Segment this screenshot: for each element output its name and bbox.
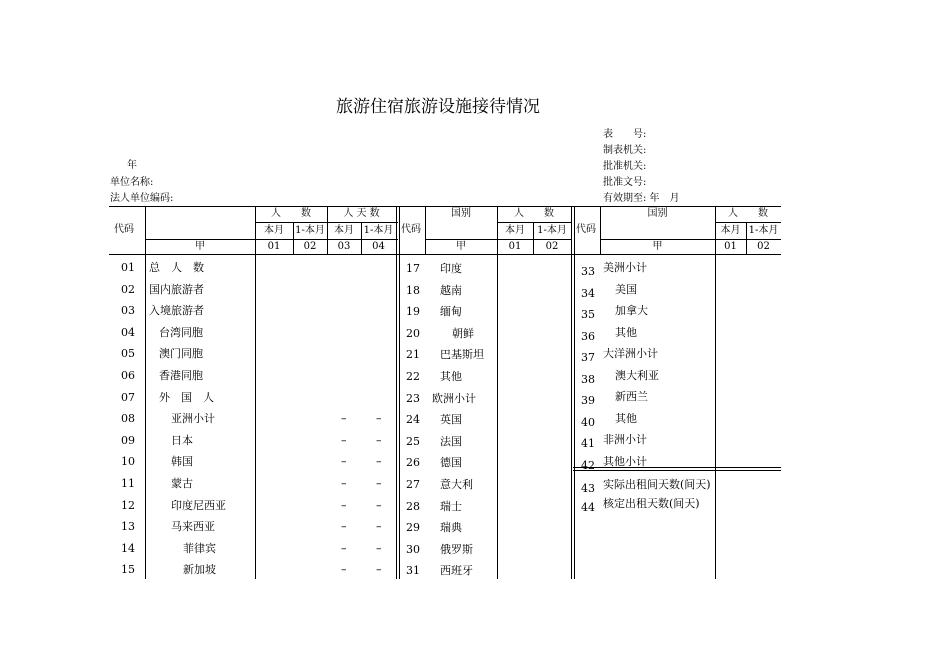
header-ytd-4: 1-本月: [748, 225, 779, 236]
row-label: 香港同胞: [159, 369, 203, 382]
dash-mark: –: [376, 520, 382, 534]
unit-name-label: 单位名称:: [110, 177, 154, 188]
row-label: 其他小计: [603, 455, 647, 468]
row-label: 日本: [171, 433, 193, 447]
row-code: 34: [581, 287, 595, 300]
row-code: 11: [121, 477, 135, 490]
row-label: 德国: [440, 456, 462, 470]
row-label: 实际出租间天数(间天): [603, 478, 711, 491]
row-code: 38: [581, 373, 595, 386]
dash-mark: –: [341, 477, 347, 490]
row-code: 25: [406, 434, 420, 448]
header-jia-2: 甲: [456, 241, 466, 252]
header-col02-1: 02: [303, 241, 317, 252]
row-code: 02: [121, 282, 135, 296]
row-label: 新西兰: [615, 390, 648, 403]
header-code-2: 代码: [401, 224, 421, 235]
row-code: 12: [121, 498, 135, 512]
header-people-3: 人 数: [728, 208, 768, 219]
row-label: 非洲小计: [603, 433, 647, 446]
row-code: 10: [121, 455, 135, 469]
dash-mark: –: [376, 498, 382, 512]
row-code: 29: [406, 521, 420, 535]
dash-mark: –: [376, 455, 382, 469]
row-code: 08: [121, 412, 135, 426]
row-label: 印度: [440, 262, 462, 275]
row-label: 亚洲小计: [171, 412, 215, 426]
dash-mark: –: [341, 563, 347, 577]
dash-mark: –: [376, 433, 382, 447]
row-label: 美洲小计: [603, 261, 647, 274]
row-code: 24: [406, 413, 420, 427]
row-code: 26: [406, 456, 420, 470]
row-code: 13: [121, 520, 135, 534]
row-label: 加拿大: [615, 304, 648, 317]
row-label: 瑞士: [440, 499, 462, 513]
row-label: 蒙古: [171, 477, 193, 490]
row-code: 41: [581, 437, 595, 450]
header-code-1: 代码: [114, 224, 134, 235]
row-code: 21: [406, 348, 420, 362]
row-code: 36: [581, 330, 595, 343]
header-this-month-4: 本月: [720, 225, 741, 236]
row-code: 01: [121, 261, 135, 274]
year-label: 年: [127, 160, 137, 171]
row-label: 俄罗斯: [440, 542, 473, 556]
row-code: 20: [406, 326, 420, 340]
row-label: 越南: [440, 283, 462, 297]
row-code: 28: [406, 499, 420, 513]
row-code: 35: [581, 308, 595, 321]
header-ytd-1: 1-本月: [295, 225, 325, 236]
row-code: 05: [121, 347, 135, 361]
row-code: 17: [406, 262, 420, 275]
valid-until-label: 有效期至: 年 月: [603, 193, 680, 204]
row-label: 美国: [615, 283, 637, 296]
dash-mark: –: [376, 563, 382, 577]
row-label: 法国: [440, 434, 462, 448]
row-label: 英国: [440, 413, 462, 427]
header-col02-2: 02: [545, 241, 559, 252]
row-label: 印度尼西亚: [171, 498, 226, 512]
row-label: 意大利: [440, 478, 473, 491]
header-ytd-2: 1-本月: [363, 225, 394, 236]
header-person-days: 人 天 数: [343, 208, 380, 219]
row-label: 其他: [615, 412, 637, 425]
dash-mark: –: [341, 433, 347, 447]
header-country-2: 国别: [451, 208, 471, 219]
row-label: 总 人 数: [149, 261, 204, 274]
row-label: 澳大利亚: [615, 369, 659, 382]
row-label: 入境旅游者: [149, 304, 204, 318]
approver-label: 批准机关:: [603, 161, 647, 172]
header-people-1: 人 数: [271, 208, 311, 219]
approval-no-label: 批准文号:: [603, 177, 647, 188]
row-label: 其他: [615, 326, 637, 339]
header-col01-3: 01: [724, 241, 737, 252]
form-no-label: 表 号:: [603, 129, 647, 140]
row-label: 国内旅游者: [149, 282, 204, 296]
row-code: 09: [121, 433, 135, 447]
row-label: 瑞典: [440, 521, 462, 535]
row-label: 其他: [440, 370, 462, 383]
row-label: 朝鲜: [452, 326, 474, 340]
legal-code-label: 法人单位编码:: [110, 193, 174, 204]
page-title: 旅游住宿旅游设施接待情况: [336, 97, 540, 117]
row-code: 18: [406, 283, 420, 297]
header-people-2: 人 数: [514, 208, 554, 219]
dash-mark: –: [376, 541, 382, 555]
maker-label: 制表机关:: [603, 145, 647, 156]
row-label: 缅甸: [440, 305, 462, 319]
header-col02-3: 02: [757, 241, 770, 252]
row-code: 03: [121, 304, 135, 318]
row-label: 韩国: [171, 455, 193, 469]
row-code: 15: [121, 563, 135, 577]
row-code: 39: [581, 394, 595, 407]
row-label: 核定出租天数(间天): [603, 497, 700, 510]
row-code: 44: [581, 501, 595, 514]
row-label: 马来西亚: [171, 520, 215, 534]
row-code: 40: [581, 416, 595, 429]
row-code: 19: [406, 305, 420, 319]
header-country-3: 国别: [647, 208, 668, 219]
header-col01-1: 01: [267, 241, 281, 252]
row-code: 27: [406, 478, 420, 491]
row-label: 新加坡: [183, 563, 216, 577]
row-code: 43: [581, 482, 595, 495]
row-code: 22: [406, 370, 420, 383]
row-code: 07: [121, 390, 135, 404]
row-code: 06: [121, 369, 135, 382]
row-label: 欧洲小计: [432, 391, 476, 405]
dash-mark: –: [376, 477, 382, 490]
row-label: 大洋洲小计: [603, 347, 658, 360]
row-label: 外 国 人: [159, 390, 214, 404]
header-this-month-3: 本月: [505, 225, 525, 236]
dash-mark: –: [341, 455, 347, 469]
row-label: 西班牙: [440, 564, 473, 578]
header-ytd-3: 1-本月: [537, 225, 567, 236]
row-code: 33: [581, 265, 595, 278]
dash-mark: –: [341, 412, 347, 426]
header-jia-1: 甲: [195, 241, 205, 252]
row-label: 菲律宾: [183, 541, 216, 555]
dash-mark: –: [341, 498, 347, 512]
header-code-3: 代码: [576, 224, 596, 235]
header-col04: 04: [372, 241, 385, 252]
header-col03: 03: [337, 241, 351, 252]
row-code: 31: [406, 564, 420, 578]
row-code: 42: [581, 459, 595, 472]
dash-mark: –: [341, 541, 347, 555]
row-code: 37: [581, 351, 595, 364]
row-label: 巴基斯坦: [440, 348, 484, 362]
header-this-month-1: 本月: [264, 225, 284, 236]
dash-mark: –: [341, 520, 347, 534]
row-label: 台湾同胞: [159, 325, 203, 339]
row-code: 04: [121, 325, 135, 339]
row-code: 30: [406, 542, 420, 556]
row-code: 14: [121, 541, 135, 555]
row-label: 澳门同胞: [159, 347, 203, 361]
row-code: 23: [406, 391, 420, 405]
header-jia-3: 甲: [652, 241, 663, 252]
header-col01-2: 01: [508, 241, 522, 252]
header-this-month-2: 本月: [334, 225, 354, 236]
dash-mark: –: [376, 412, 382, 426]
